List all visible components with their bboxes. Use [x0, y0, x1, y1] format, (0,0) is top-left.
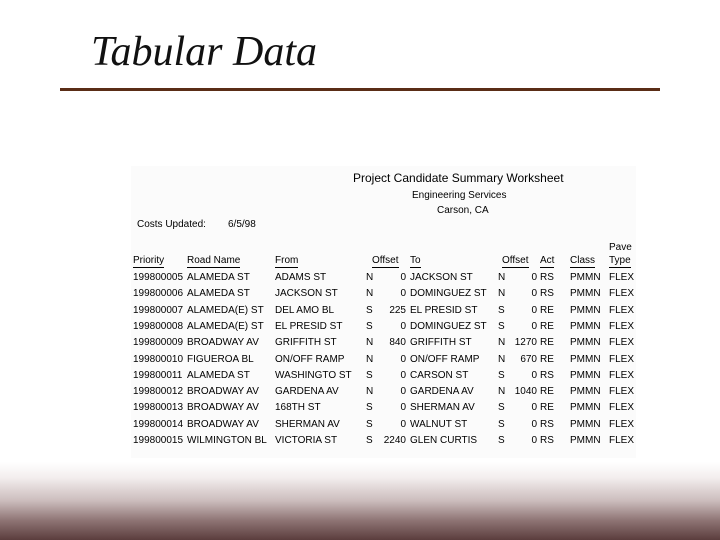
cell-from: 168TH ST — [275, 402, 321, 414]
cell-road-name: ALAMEDA ST — [187, 288, 250, 300]
cell-from-offset: 0 — [400, 320, 406, 332]
cell-pave-type: FLEX — [609, 272, 635, 283]
cell-from-offset: 0 — [400, 386, 406, 398]
cell-from-direction: S — [366, 320, 373, 332]
cell-class: PMMN — [570, 288, 601, 300]
col-header-pave-1: Pave — [609, 242, 632, 253]
cell-class: PMMN — [570, 304, 601, 316]
slide-title: Tabular Data — [91, 29, 318, 75]
cell-to-direction: N — [498, 337, 506, 349]
col-header-road-name: Road Name — [187, 255, 241, 266]
cell-priority: 199800006 — [133, 288, 184, 300]
col-header-to: To — [410, 255, 421, 266]
cell-class: PMMN — [570, 435, 601, 446]
cell-to-offset: 1270 — [514, 337, 537, 349]
cell-from: GRIFFITH ST — [275, 337, 337, 349]
cell-from-direction: S — [366, 369, 373, 381]
costs-updated-label: Costs Updated: — [137, 219, 206, 230]
cell-to: GRIFFITH ST — [410, 337, 472, 349]
cell-to-direction: N — [498, 386, 506, 398]
cell-act: RS — [540, 288, 554, 300]
cell-to-offset: 0 — [531, 288, 537, 300]
title-divider — [60, 88, 660, 91]
cell-to-offset: 0 — [531, 402, 537, 414]
col-header-act: Act — [540, 255, 555, 266]
cell-to-offset: 0 — [531, 272, 537, 283]
cell-road-name: BROADWAY AV — [187, 386, 259, 398]
cell-act: RE — [540, 304, 554, 316]
cell-act: RE — [540, 353, 554, 365]
cell-priority: 199800015 — [133, 435, 184, 446]
cell-priority: 199800013 — [133, 402, 184, 414]
cell-act: RS — [540, 418, 554, 430]
cell-to-offset: 0 — [531, 304, 537, 316]
cell-act: RE — [540, 386, 554, 398]
cell-to-direction: N — [498, 288, 506, 300]
cell-road-name: ALAMEDA ST — [187, 272, 250, 283]
cell-from-offset: 0 — [400, 369, 406, 381]
cell-class: PMMN — [570, 386, 601, 398]
cell-pave-type: FLEX — [609, 304, 635, 316]
cell-to-offset: 0 — [531, 418, 537, 430]
cell-from: GARDENA AV — [275, 386, 339, 398]
cell-to-offset: 0 — [531, 435, 537, 446]
cell-class: PMMN — [570, 369, 601, 381]
cell-to-direction: S — [498, 435, 505, 446]
cell-to: ON/OFF RAMP — [410, 353, 480, 365]
worksheet-city: Carson, CA — [437, 205, 489, 216]
col-header-pave-2: Type — [609, 255, 631, 266]
cell-pave-type: FLEX — [609, 288, 635, 300]
cell-class: PMMN — [570, 402, 601, 414]
worksheet-department: Engineering Services — [412, 190, 507, 201]
cell-road-name: ALAMEDA(E) ST — [187, 320, 264, 332]
worksheet-image — [131, 166, 636, 458]
worksheet-title: Project Candidate Summary Worksheet — [353, 171, 564, 185]
cell-to: EL PRESID ST — [410, 304, 478, 316]
cell-to-offset: 670 — [520, 353, 537, 365]
cell-from-direction: N — [366, 337, 374, 349]
col-header-offset-from: Offset — [372, 255, 399, 266]
cell-to-direction: S — [498, 320, 505, 332]
col-header-class: Class — [570, 255, 596, 266]
cell-to: JACKSON ST — [410, 272, 473, 283]
cell-from-direction: N — [366, 353, 374, 365]
cell-from-offset: 840 — [389, 337, 406, 349]
cell-from: DEL AMO BL — [275, 304, 335, 316]
cell-class: PMMN — [570, 272, 601, 283]
cell-act: RS — [540, 369, 554, 381]
cell-class: PMMN — [570, 320, 601, 332]
cell-pave-type: FLEX — [609, 386, 635, 398]
cell-to-direction: N — [498, 272, 506, 283]
cell-to: DOMINGUEZ ST — [410, 288, 487, 300]
col-header-from: From — [275, 255, 299, 266]
cell-pave-type: FLEX — [609, 369, 635, 381]
cell-pave-type: FLEX — [609, 418, 635, 430]
cell-road-name: WILMINGTON BL — [187, 435, 267, 446]
col-header-offset-to: Offset — [502, 255, 529, 266]
cell-road-name: BROADWAY AV — [187, 402, 259, 414]
cell-from-direction: N — [366, 386, 374, 398]
cell-from-direction: S — [366, 435, 373, 446]
cell-to: SHERMAN AV — [410, 402, 475, 414]
cell-road-name: ALAMEDA ST — [187, 369, 250, 381]
cell-to: DOMINGUEZ ST — [410, 320, 487, 332]
cell-road-name: BROADWAY AV — [187, 418, 259, 430]
cell-to-direction: S — [498, 369, 505, 381]
footer-gradient-band — [0, 462, 720, 540]
cell-from-direction: S — [366, 304, 373, 316]
cell-from-offset: 0 — [400, 402, 406, 414]
cell-from-offset: 0 — [400, 288, 406, 300]
cell-from: JACKSON ST — [275, 288, 338, 300]
cell-priority: 199800005 — [133, 272, 184, 283]
cell-priority: 199800007 — [133, 304, 184, 316]
cell-pave-type: FLEX — [609, 337, 635, 349]
cell-to: GARDENA AV — [410, 386, 474, 398]
cell-pave-type: FLEX — [609, 435, 635, 446]
cell-from-direction: S — [366, 418, 373, 430]
cell-road-name: BROADWAY AV — [187, 337, 259, 349]
cell-priority: 199800010 — [133, 353, 184, 365]
cell-class: PMMN — [570, 418, 601, 430]
cell-priority: 199800009 — [133, 337, 184, 349]
cell-from: EL PRESID ST — [275, 320, 343, 332]
cell-to-offset: 0 — [531, 369, 537, 381]
cell-pave-type: FLEX — [609, 353, 635, 365]
costs-updated-date: 6/5/98 — [228, 219, 256, 230]
cell-to-direction: S — [498, 418, 505, 430]
cell-to: GLEN CURTIS — [410, 435, 478, 446]
col-header-priority: Priority — [133, 255, 165, 266]
cell-from: WASHINGTO ST — [275, 369, 352, 381]
cell-priority: 199800011 — [133, 369, 183, 381]
cell-from-offset: 0 — [400, 418, 406, 430]
cell-road-name: FIGUEROA BL — [187, 353, 254, 365]
cell-from-offset: 2240 — [383, 435, 406, 446]
cell-road-name: ALAMEDA(E) ST — [187, 304, 264, 316]
cell-from: ON/OFF RAMP — [275, 353, 345, 365]
cell-from: ADAMS ST — [275, 272, 327, 283]
cell-from-offset: 0 — [400, 353, 406, 365]
cell-act: RE — [540, 402, 554, 414]
cell-from-direction: S — [366, 402, 373, 414]
cell-class: PMMN — [570, 337, 601, 349]
cell-to-offset: 1040 — [514, 386, 537, 398]
cell-to: WALNUT ST — [410, 418, 468, 430]
cell-pave-type: FLEX — [609, 320, 635, 332]
cell-to: CARSON ST — [410, 369, 469, 381]
cell-from-direction: N — [366, 272, 374, 283]
cell-to-offset: 0 — [531, 320, 537, 332]
cell-from: VICTORIA ST — [275, 435, 338, 446]
cell-priority: 199800008 — [133, 320, 184, 332]
cell-from-direction: N — [366, 288, 374, 300]
cell-class: PMMN — [570, 353, 601, 365]
cell-to-direction: N — [498, 353, 506, 365]
cell-act: RE — [540, 320, 554, 332]
cell-act: RS — [540, 272, 554, 283]
cell-act: RE — [540, 337, 554, 349]
cell-pave-type: FLEX — [609, 402, 635, 414]
cell-priority: 199800014 — [133, 418, 184, 430]
cell-from-offset: 0 — [400, 272, 406, 283]
cell-to-direction: S — [498, 402, 505, 414]
cell-act: RS — [540, 435, 554, 446]
cell-to-direction: S — [498, 304, 505, 316]
cell-from-offset: 225 — [389, 304, 406, 316]
cell-priority: 199800012 — [133, 386, 184, 398]
cell-from: SHERMAN AV — [275, 418, 340, 430]
